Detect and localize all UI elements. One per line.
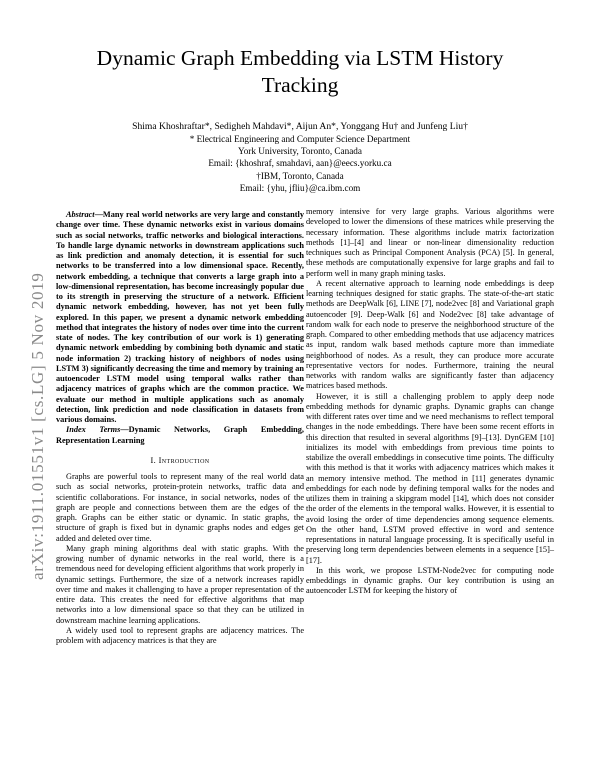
index-terms-label: Index Terms: [66, 425, 121, 435]
right-paragraph: A recent alternative approach to learning node embeddings is deep learning techniques designed for static graphs. The state-of-the-art static methods are DeepWalk [6], LINE [7], node2vec [8] and Variational graph autoencoder [9]. Deep-Walk [6] and Node2vec [8] take advantage of random walk for each node to preserve the neighborhood structure of the graph. Compared to other embedding methods that use adjacency matrices as input, random walk based methods capture more than immediate neighborhood of nodes. As a result, they can produce more accurate representative vectors for nodes. Furthermore, training the neural networks with random walks are significantly faster than adjacency matrices based methods.: [306, 278, 554, 391]
author-list: Shima Khoshraftar*, Sedigheh Mahdavi*, Aijun An*, Yonggang Hu† and Junfeng Liu†: [132, 121, 468, 132]
left-paragraph: Graphs are powerful tools to represent many of the real world data such as social networks, protein-protein networks, traffic data and scientific collaborations. For instance, in social networks, nodes of the graph are people and connections between them are the edges of the graph. Graphs can be either static or dynamic. In static graphs, the structure of graph is fixed but in dynamic graphs nodes and edges get added and deleted over time.: [56, 472, 304, 543]
email-ibm: Email: {yhu, jfliu}@ca.ibm.com: [239, 182, 361, 193]
left-paragraph: Many graph mining algorithms deal with static graphs. With the growing number of dynamic networks in the real world, there is a tremendous need for developing efficient algorithms that work properly in dynamic settings. Furthermore, the size of a network increases rapidly over time and makes it challenging to have a proper representation of the entire data. This creates the need for effective algorithms that map networks into a low dimensional space so that they can be utilized in downstream machine learning applications.: [56, 543, 304, 625]
abstract-label: Abstract: [66, 210, 95, 219]
right-paragraph: memory intensive for very large graphs. Various algorithms were developed to lower the dimensions of these matrices while preserving the necessary information. These algorithms include matrix factorization methods [1]–[4] and linear or non-linear dimensionality reduction techniques such as Principal Component Analysis (PCA) [5]. In general, these methods are computationally expensive for large graphs and fail to perform well in many graph mining tasks.: [306, 207, 554, 278]
right-paragraph: In this work, we propose LSTM-Node2vec for computing node embeddings in dynamic graphs. Our key contribution is using an autoencoder LSTM for keeping the history of: [306, 565, 554, 596]
index-terms-text: —Dynamic Networks, Graph Embedding, Representation Learning: [56, 425, 304, 445]
affiliation-eecs: * Electrical Engineering and Computer Science Department: [189, 134, 411, 144]
affiliation-york: York University, Toronto, Canada: [238, 146, 362, 157]
left-column: [56, 210, 304, 646]
affiliation-ibm: †IBM, Toronto, Canada: [256, 170, 344, 181]
right-paragraph: However, it is still a challenging problem to apply deep node embedding methods for dynamic graphs. Dynamic graphs can change with different rates over time and we need mechanisms to reflect temporal changes in the node embeddings. There have been some recent efforts in this direction that resulted in several algorithms [9]–[13]. DynGEM [10] initializes its model with embeddings from previous time points to stabilize the overall embeddings in consecutive time points. The difficulty with this method is that it works with adjacency matrices which makes it an memory intensive method. The method in [11] generates dynamic embeddings for each node by defining temporal walks for the nodes and utilizes them in training a skipgram model [14], which does not consider the order of the elements in the temporal walks. However, it is essential to avoid losing the order of time dependencies among sequence elements. On the other hand, LSTM proved effective in word and sentence representations in natural language processing. It is specifically useful in preserving long term dependencies between elements in a sequence [15]–[17].: [306, 391, 554, 565]
abstract: [56, 210, 304, 425]
paper-title: Dynamic Graph Embedding via LSTM History Tracking: [96, 46, 504, 97]
right-column: [306, 207, 554, 597]
author-block: [60, 120, 540, 194]
section-heading-introduction: I. Introduction: [150, 455, 210, 465]
arxiv-stamp: arXiv:1911.01551v1 [cs.LG] 5 Nov 2019: [28, 272, 47, 580]
email-york: Email: {khoshraf, smahdavi, aan}@eecs.yorku.ca: [208, 158, 392, 169]
left-paragraph: A widely used tool to represent graphs are adjacency matrices. The problem with adjacency matrices is that they are: [56, 625, 304, 645]
abstract-text: —Many real world networks are very large and constantly change over time. These dynamic networks exist in various domains such as social networks, traffic networks and biological interactions. To handle large dynamic networks in downstream applications such as link prediction and anomaly detection, it is essential for such networks to be transferred into a low dimensional space. Recently, network embedding, a technique that converts a large graph into a low-dimensional representation, has become increasingly popular due to its strength in preserving the structure of a network. Efficient dynamic network embedding, however, has not yet been fully explored. In this paper, we present a dynamic network embedding method that integrates the history of nodes over time into the current state of nodes. The key contribution of our work is 1) generating dynamic network embedding by combining both dynamic and static node information 2) tracking history of neighbors of nodes using LSTM 3) significantly decreasing the time and memory by training an autoencoder LSTM model using temporal walks rather than adjacency matrices of graphs which are the common practice. We evaluate our method in multiple applications such as anomaly detection, link prediction and node classification in datasets from various domains.: [56, 210, 304, 424]
index-terms: [56, 425, 304, 446]
